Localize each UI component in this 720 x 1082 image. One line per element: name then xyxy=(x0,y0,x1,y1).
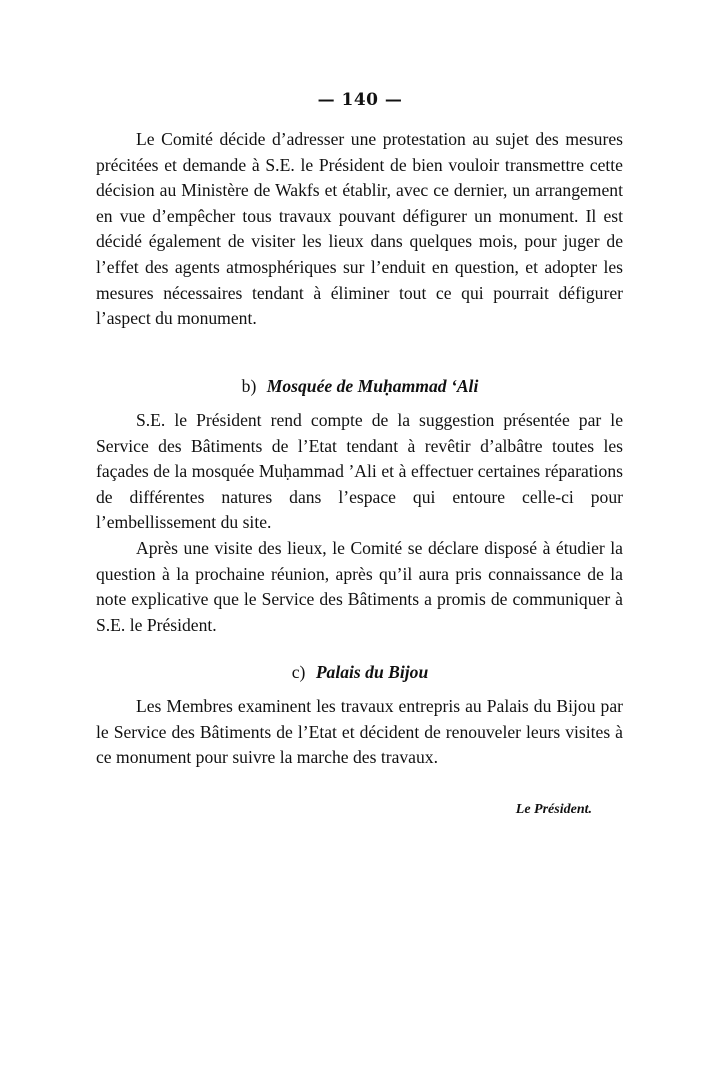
intro-paragraph: Le Comité décide d’adresser une protestation au sujet des mesures précitées et demande à S.E. le Président de bien vouloir transmettre cette décision au Ministère de Wakfs et établir, avec ce dernier, un arrangement en vue d’empêcher tous travaux pouvant défigurer un monument. Il est décidé également de visiter les lieux dans quelques mois, pour juger de l’effet des agents atmosphériques sur l’enduit en question, et adopter les mesures nécessaires tendant à éliminer tout ce qui pourrait défigurer l’aspect du monument. xyxy=(96,129,623,329)
page-number: — 140 — xyxy=(317,90,403,110)
section-c-body xyxy=(96,694,623,771)
section-b-paragraph-2: Après une visite des lieux, le Comité se déclare disposé à étudier la question à la prochaine réunion, après qu’il aura pris connaissance de la note explicative que le Service des Bâtiments a promis de communiquer à S.E. le Président. xyxy=(96,537,623,635)
section-b-title: Mosquée de Muḥammad ‘Ali xyxy=(266,376,479,396)
section-c-paragraph-1: Les Membres examinent les travaux entrepris au Palais du Bijou par le Service des Bâtiments de l’Etat et décident de renouveler leurs visites à ce monument pour suivre la marche des travaux. xyxy=(96,696,623,768)
section-b-body xyxy=(96,408,623,638)
signature: Le Président. xyxy=(515,802,592,817)
section-b-paragraph-1: S.E. le Président rend compte de la suggestion présentée par le Service des Bâtiments de l’Etat tendant à revêtir d’albâtre toutes les façades de la mosquée Muḥammad ’Ali et à effectuer certaines réparations de différentes natures dans l’espace qui entoure celle-ci pour l’embellissement du site. xyxy=(96,410,623,533)
section-b-letter: b) xyxy=(241,376,257,396)
section-c-heading xyxy=(0,662,720,683)
intro-block xyxy=(96,127,623,332)
section-c-letter: c) xyxy=(291,662,306,682)
section-c-title: Palais du Bijou xyxy=(315,662,429,682)
section-b-heading xyxy=(0,376,720,397)
